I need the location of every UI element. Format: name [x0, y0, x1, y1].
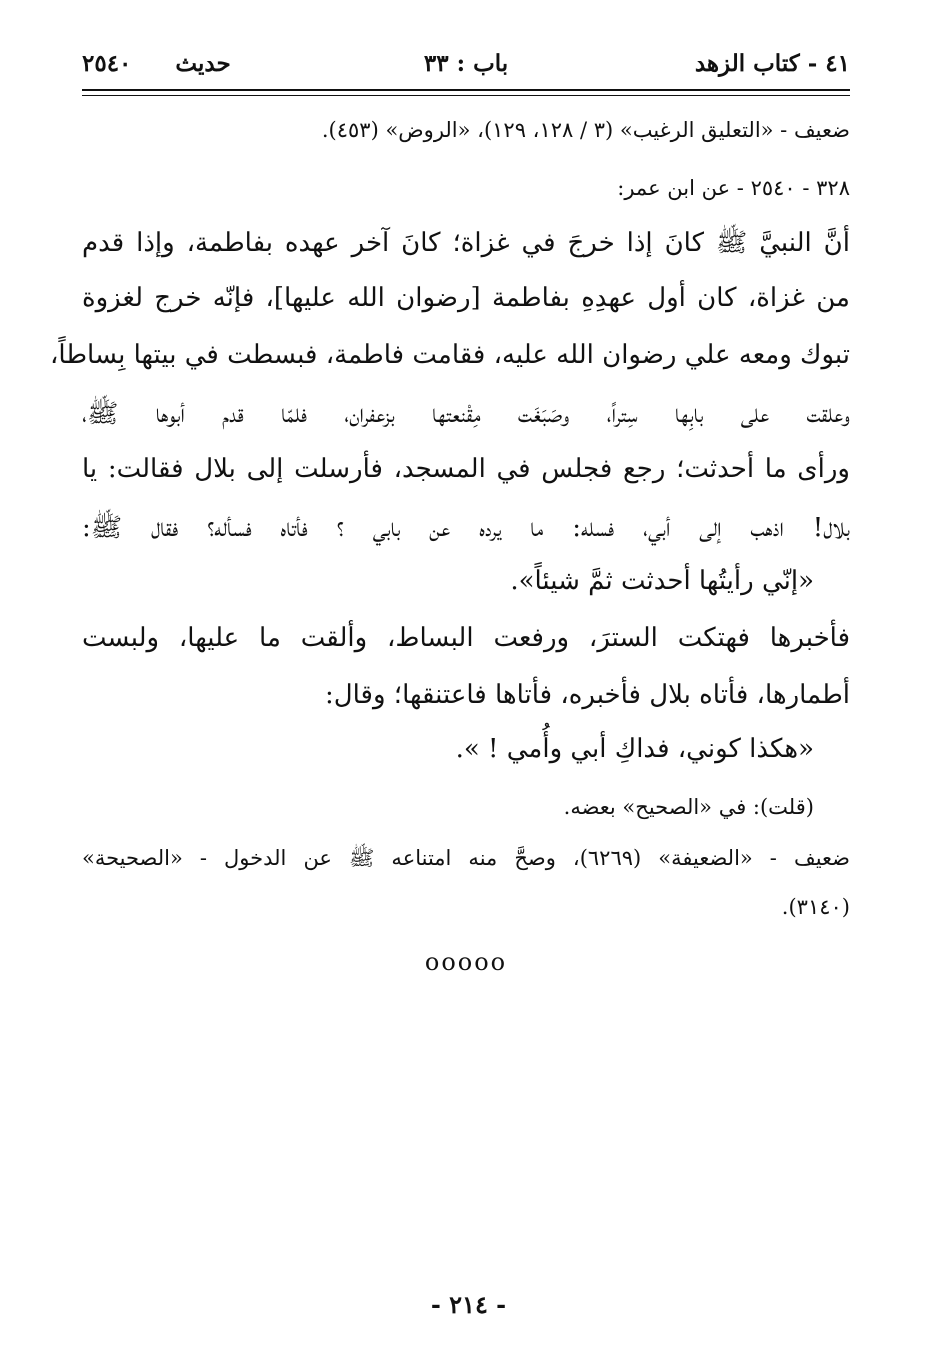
hadith-text-line: من غزاة، كان أول عهدِهِ بفاطمة [رضوان الله عليها]، فإنّه خرج لغزوة [82, 283, 850, 313]
running-header [82, 50, 850, 90]
hadith-text-line: بلال! اذهب إلى أبي، فسله: ما يرده عن بابي ؟ فأتاه فسأله؟ فقال ﷺ: [82, 513, 850, 543]
hadith-number: ٢٥٤٠ [82, 50, 132, 77]
chapter-title: ٤١ - كتاب الزهد [694, 50, 850, 77]
hadith-heading: ٣٢٨ - ٢٥٤٠ - عن ابن عمر: [617, 176, 850, 200]
hadith-text-line: أطمارها، فأتاه بلال فأخبره، فأتاها فاعتنقها؛ وقال: [324, 680, 850, 710]
header-rule-thick [82, 89, 850, 91]
section-separator: ooooo [424, 948, 508, 976]
hadith-text-line: تبوك ومعه علي رضوان الله عليه، فقامت فاطمة، فبسطت في بيتها بِساطاً، [50, 340, 850, 370]
page-number: - ٢١٤ - [430, 1290, 507, 1319]
hadith-text-line: فأخبرها فهتكت السترَ، ورفعت البساط، وألقت ما عليها، ولبست [82, 623, 850, 653]
prophet-quote: «هكذا كوني، فداكِ أبي وأُمي ! ». [455, 734, 814, 764]
hadith-text-line: وعلقت على بابِها سِتراً، وصَبَغَت مِقْنعتها بزعفران، فلمّا قدم أبوها ﷺ، [82, 399, 850, 429]
hadith-label: حديث [175, 50, 231, 77]
section-title: باب : ٣٣ [423, 50, 509, 77]
header-rule-thin [82, 95, 850, 96]
grading-line: ضعيف - «الضعيفة» (٦٢٦٩)، وصحَّ منه امتناعه ﷺ عن الدخول - «الصحيحة» [82, 846, 850, 870]
prophet-quote: «إنّي رأيتُها أحدثت ثمَّ شيئاً». [510, 566, 814, 596]
hadith-text-line: أنَّ النبيَّ ﷺ كانَ إذا خرجَ في غزاة؛ كانَ آخر عهده بفاطمة، وإذا قدم [82, 228, 850, 258]
grading-line: (٣١٤٠). [781, 895, 850, 919]
hadith-reference [82, 50, 231, 77]
hadith-text-line: ورأى ما أحدثت؛ رجع فجلس في المسجد، فأرسلت إلى بلال فقالت: يا [82, 454, 850, 484]
previous-grading-note: ضعيف - «التعليق الرغيب» (٣ / ١٢٨، ١٢٩)، «الروض» (٤٥٣). [321, 118, 850, 142]
author-note: (قلت): في «الصحيح» بعضه. [563, 795, 814, 819]
